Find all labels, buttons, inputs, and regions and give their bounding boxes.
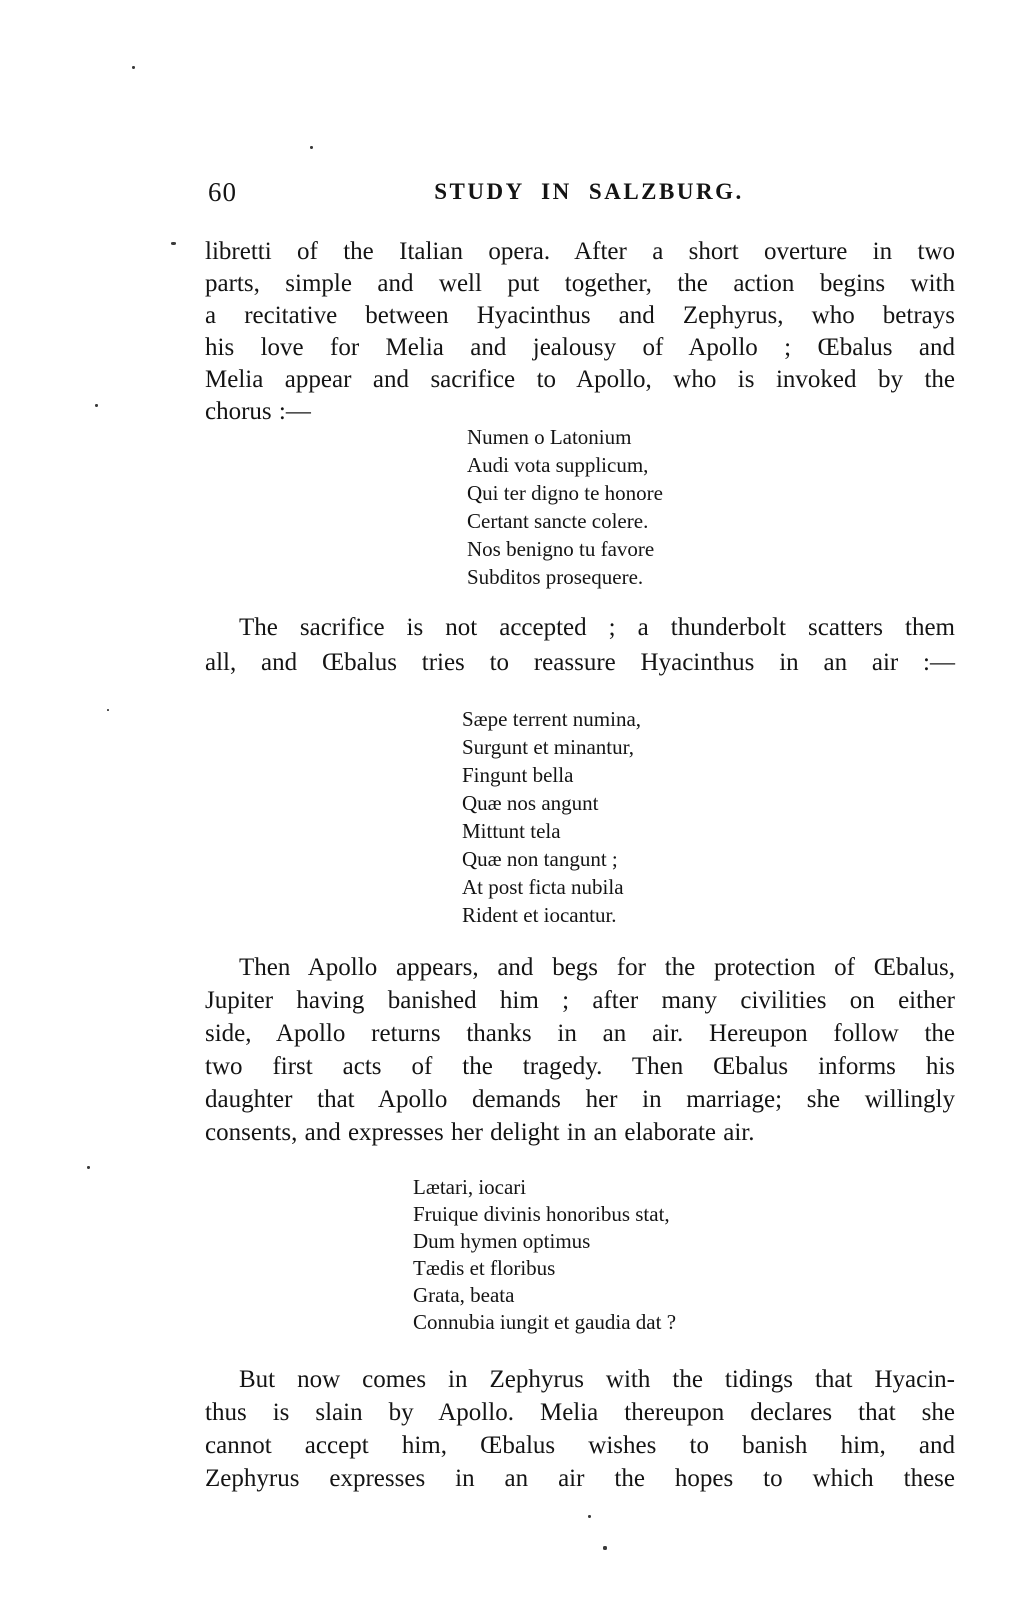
text-line: Jupiter having banished him ; after many civilities on either — [205, 987, 955, 1014]
verse-line: Connubia iungit et gaudia dat ? — [413, 1310, 677, 1334]
paragraph-4 — [205, 1363, 955, 1495]
text-line: two first acts of the tragedy. Then Œbalus informs his — [205, 1053, 955, 1080]
text-line: Then Apollo appears, and begs for the protection of Œbalus, — [239, 954, 955, 981]
text-line: parts, simple and well put together, the action begins with — [205, 270, 955, 297]
text-line: side, Apollo returns thanks in an air. Hereupon follow the — [205, 1020, 955, 1047]
verse-line: Quæ non tangunt ; — [462, 847, 618, 871]
verse-line: Numen o Latonium — [467, 425, 632, 449]
paragraph-1 — [205, 236, 955, 428]
verse-line: Mittunt tela — [462, 819, 561, 843]
text-line: cannot accept him, Œbalus wishes to banish him, and — [205, 1432, 955, 1459]
scan-speck — [171, 242, 176, 245]
verse-line: Surgunt et minantur, — [462, 735, 635, 759]
text-line: thus is slain by Apollo. Melia thereupon declares that she — [205, 1399, 955, 1426]
text-line: But now comes in Zephyrus with the tidings that Hyacin- — [239, 1366, 955, 1393]
verse-line: Quæ nos angunt — [462, 791, 599, 815]
page-number: 60 — [208, 177, 237, 207]
scan-speck — [588, 1515, 591, 1518]
text-line: his love for Melia and jealousy of Apollo ; Œbalus and — [205, 334, 955, 361]
paragraph-2 — [205, 610, 955, 680]
text-line: chorus :— — [205, 398, 311, 425]
scan-speck — [603, 1546, 607, 1550]
verse-block-3 — [413, 1174, 676, 1336]
scan-speck — [95, 404, 98, 407]
verse-line: Qui ter digno te honore — [467, 481, 663, 505]
text-line: Zephyrus expresses in an air the hopes to which these — [205, 1465, 955, 1492]
running-title: STUDY IN SALZBURG. — [434, 179, 744, 204]
text-line: a recitative between Hyacinthus and Zephyrus, who betrays — [205, 302, 955, 329]
verse-line: Certant sancte colere. — [467, 509, 649, 533]
scan-speck — [107, 709, 109, 711]
verse-line: Sæpe terrent numina, — [462, 707, 642, 731]
verse-line: Fruique divinis honoribus stat, — [413, 1202, 670, 1226]
verse-line: Subditos prosequere. — [467, 565, 644, 589]
text-line: The sacrifice is not accepted ; a thunderbolt scatters them — [239, 614, 955, 641]
text-line: Melia appear and sacrifice to Apollo, who is invoked by the — [205, 366, 955, 393]
verse-block-2 — [462, 705, 641, 929]
verse-line: Dum hymen optimus — [413, 1229, 591, 1253]
verse-line: Lætari, iocari — [413, 1175, 527, 1199]
verse-line: Fingunt bella — [462, 763, 574, 787]
text-line: all, and Œbalus tries to reassure Hyacinthus in an air :— — [205, 649, 955, 676]
verse-line: Grata, beata — [413, 1283, 515, 1307]
scan-speck — [310, 146, 313, 149]
verse-line: Tædis et floribus — [413, 1256, 556, 1280]
text-line: daughter that Apollo demands her in marriage; she willingly — [205, 1086, 955, 1113]
paragraph-3 — [205, 951, 955, 1149]
text-line: consents, and expresses her delight in an elaborate air. — [205, 1119, 755, 1146]
verse-line: Nos benigno tu favore — [467, 537, 655, 561]
text-line: libretti of the Italian opera. After a short overture in two — [205, 238, 955, 265]
verse-line: Rident et iocantur. — [462, 903, 617, 927]
verse-line: Audi vota supplicum, — [467, 453, 649, 477]
scan-speck — [132, 66, 135, 69]
verse-block-1 — [467, 423, 663, 591]
verse-line: At post ficta nubila — [462, 875, 624, 899]
scan-speck — [87, 1166, 90, 1169]
